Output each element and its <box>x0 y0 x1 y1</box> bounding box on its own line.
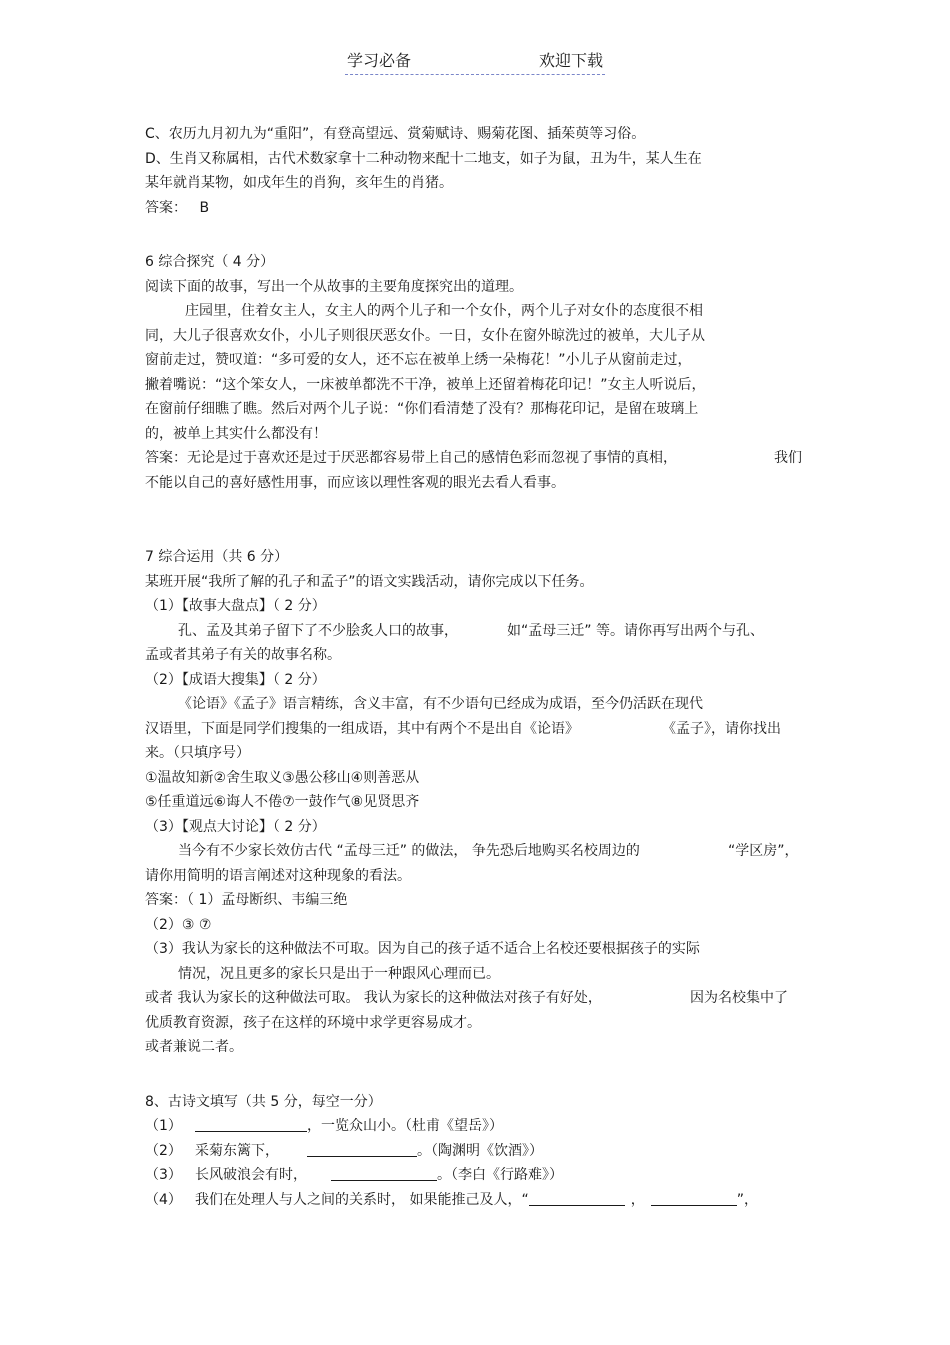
q7-answer-4a <box>145 986 810 1011</box>
header-left: 学习必备 <box>346 51 411 70</box>
q7-idioms-line1: ①温故知新②舍生取义③愚公移山④则善恶从 <box>145 769 420 786</box>
q5-answer <box>145 196 810 221</box>
fill-blank[interactable] <box>307 1142 417 1157</box>
fill-blank[interactable] <box>651 1191 737 1206</box>
q7-task2-title: （2）【成语大搜集】（ 2 分） <box>145 671 326 688</box>
q7-answer-4a-text: 或者 我认为家长的这种做法可取。 我认为家长的这种做法对孩子有好处， <box>145 990 602 1006</box>
header-bar <box>345 48 605 75</box>
q8-item-post: 。（李白《行路难》） <box>437 1167 563 1183</box>
q7-task2-text-line3: 来。（只填序号） <box>145 745 250 761</box>
q6-story-line: 窗前走过，赞叹道：“多可爱的女人，还不忘在被单上绣一朵梅花！”小儿子从窗前走过， <box>145 352 692 368</box>
q7-task2-text-a: 汉语里，下面是同学们搜集的一组成语，其中有两个不是出自《论语》 <box>145 720 579 737</box>
fill-blank[interactable] <box>195 1117 307 1132</box>
q8-item-3 <box>145 1163 810 1188</box>
q6-story-line: 同，大儿子很喜欢女仆，小儿子则很厌恶女仆。一日，女仆在窗外晾洗过的被单，大儿子从 <box>145 327 705 344</box>
q7-task1-text-line2: 孟或者其弟子有关的故事名称。 <box>145 647 341 663</box>
header-right: 欢迎下载 <box>539 51 604 70</box>
q8-item-mid: ， <box>630 1191 645 1208</box>
q7-task3-text-line1 <box>145 839 810 864</box>
q8-item-number: （1） <box>145 1118 182 1134</box>
q6-story-line: 的，被单上其实什么都没有！ <box>145 425 327 442</box>
q7-answer-3b: 情况，况且更多的家长只是出于一种跟风心理而已。 <box>178 965 500 982</box>
q7-task1-title: （1）【故事大盘点】（ 2 分） <box>145 598 326 614</box>
q7-task1-text-b: 如“孟母三迁” 等。请你再写出两个与孔、 <box>507 622 764 639</box>
q7-task3-text-line2: 请你用简明的语言阐述对这种现象的看法。 <box>145 867 411 884</box>
q7-answer-3a: （3）我认为家长的这种做法不可取。因为自己的孩子适不适合上名校还要根据孩子的实际 <box>145 941 700 957</box>
q8-item-pre: 采菊东篱下， <box>195 1142 279 1159</box>
q6-story-line: 庄园里，住着女主人，女主人的两个儿子和一个女仆，两个儿子对女仆的态度很不相 <box>185 303 703 319</box>
q8-item-4 <box>145 1188 810 1213</box>
q8-item-post: ，一览众山小。（杜甫《望岳》） <box>307 1118 503 1134</box>
q7-answer-2: （2）③ ⑦ <box>145 916 212 933</box>
q5-option-c: C、农历九月初九为“重阳”，有登高望远、赏菊赋诗、赐菊花图、插茱萸等习俗。 <box>145 126 646 142</box>
q6-title: 6 综合探究（ 4 分） <box>145 254 275 270</box>
fill-blank[interactable] <box>529 1191 625 1206</box>
q7-task1-text-line1 <box>145 619 810 644</box>
q6-story-line: 在窗前仔细瞧了瞧。然后对两个儿子说：“你们看清楚了没有？那梅花印记，是留在玻璃上 <box>145 401 699 417</box>
page-header <box>0 48 950 75</box>
document-body <box>145 122 810 1212</box>
q8-title: 8、古诗文填写（共 5 分，每空一分） <box>145 1093 382 1110</box>
q7-intro: 某班开展“我所了解的孔子和孟子”的语文实践活动，请你完成以下任务。 <box>145 573 594 590</box>
q7-answer-5: 或者兼说二者。 <box>145 1039 243 1055</box>
q8-item-number: （3） <box>145 1167 182 1183</box>
q7-title: 7 综合运用（共 6 分） <box>145 549 289 565</box>
q7-task3-text-a: 当今有不少家长效仿古代 “孟母三迁” 的做法， 争先恐后地购买名校周边的 <box>178 843 640 859</box>
q7-task3-text-b: “学区房”， <box>728 843 799 859</box>
q5-answer-value: B <box>199 199 210 216</box>
q5-option-d-line2: 某年就肖某物，如戌年生的肖狗，亥年生的肖猪。 <box>145 175 453 191</box>
q6-answer-text: 答案：无论是过于喜欢还是过于厌恶都容易带上自己的感情色彩而忽视了事情的真相， <box>145 450 677 466</box>
q8-item-1 <box>145 1114 810 1139</box>
q7-answer-4a-tail: 因为名校集中了 <box>690 990 788 1006</box>
q7-task1-text-a: 孔、孟及其弟子留下了不少脍炙人口的故事， <box>178 622 458 639</box>
q6-answer-tail: 我们 <box>774 450 802 466</box>
q5-option-d-line1: D、生肖又称属相，古代术数家拿十二种动物来配十二地支，如子为鼠，丑为牛，某人生在 <box>145 150 702 167</box>
q8-item-number: （2） <box>145 1142 182 1159</box>
q6-answer-line1 <box>145 446 810 471</box>
q6-prompt: 阅读下面的故事，写出一个从故事的主要角度探究出的道理。 <box>145 278 523 295</box>
q7-answer-1: 答案：（ 1）孟母断织、韦编三绝 <box>145 892 348 908</box>
q8-item-post: 。（陶渊明《饮酒》） <box>417 1142 543 1159</box>
q7-task2-text-line1: 《论语》《孟子》语言精练，含义丰富，有不少语句已经成为成语，至今仍活跃在现代 <box>178 696 703 712</box>
q8-item-pre: 长风破浪会有时， <box>195 1167 307 1183</box>
q7-task3-title: （3）【观点大讨论】（ 2 分） <box>145 818 326 835</box>
fill-blank[interactable] <box>331 1166 437 1181</box>
q7-answer-4b: 优质教育资源，孩子在这样的环境中求学更容易成才。 <box>145 1014 481 1031</box>
q7-task2-text-line2 <box>145 717 810 742</box>
q5-answer-label: 答案： <box>145 199 187 216</box>
q8-item-2 <box>145 1139 810 1164</box>
q7-task2-text-b: 《孟子》，请你找出 <box>662 720 781 737</box>
q7-idioms-line2: ⑤任重道远⑥诲人不倦⑦一鼓作气⑧见贤思齐 <box>145 794 420 810</box>
q8-item-pre: 我们在处理人与人之间的关系时， 如果能推己及人，“ <box>195 1191 529 1208</box>
q8-item-number: （4） <box>145 1191 182 1208</box>
q6-story-line: 撇着嘴说：“这个笨女人，一床被单都洗不干净，被单上还留着梅花印记！”女主人听说后， <box>145 376 706 393</box>
q6-answer-line2: 不能以自己的喜好感性用事，而应该以理性客观的眼光去看人看事。 <box>145 474 565 491</box>
q8-item-post: ”， <box>736 1191 758 1208</box>
